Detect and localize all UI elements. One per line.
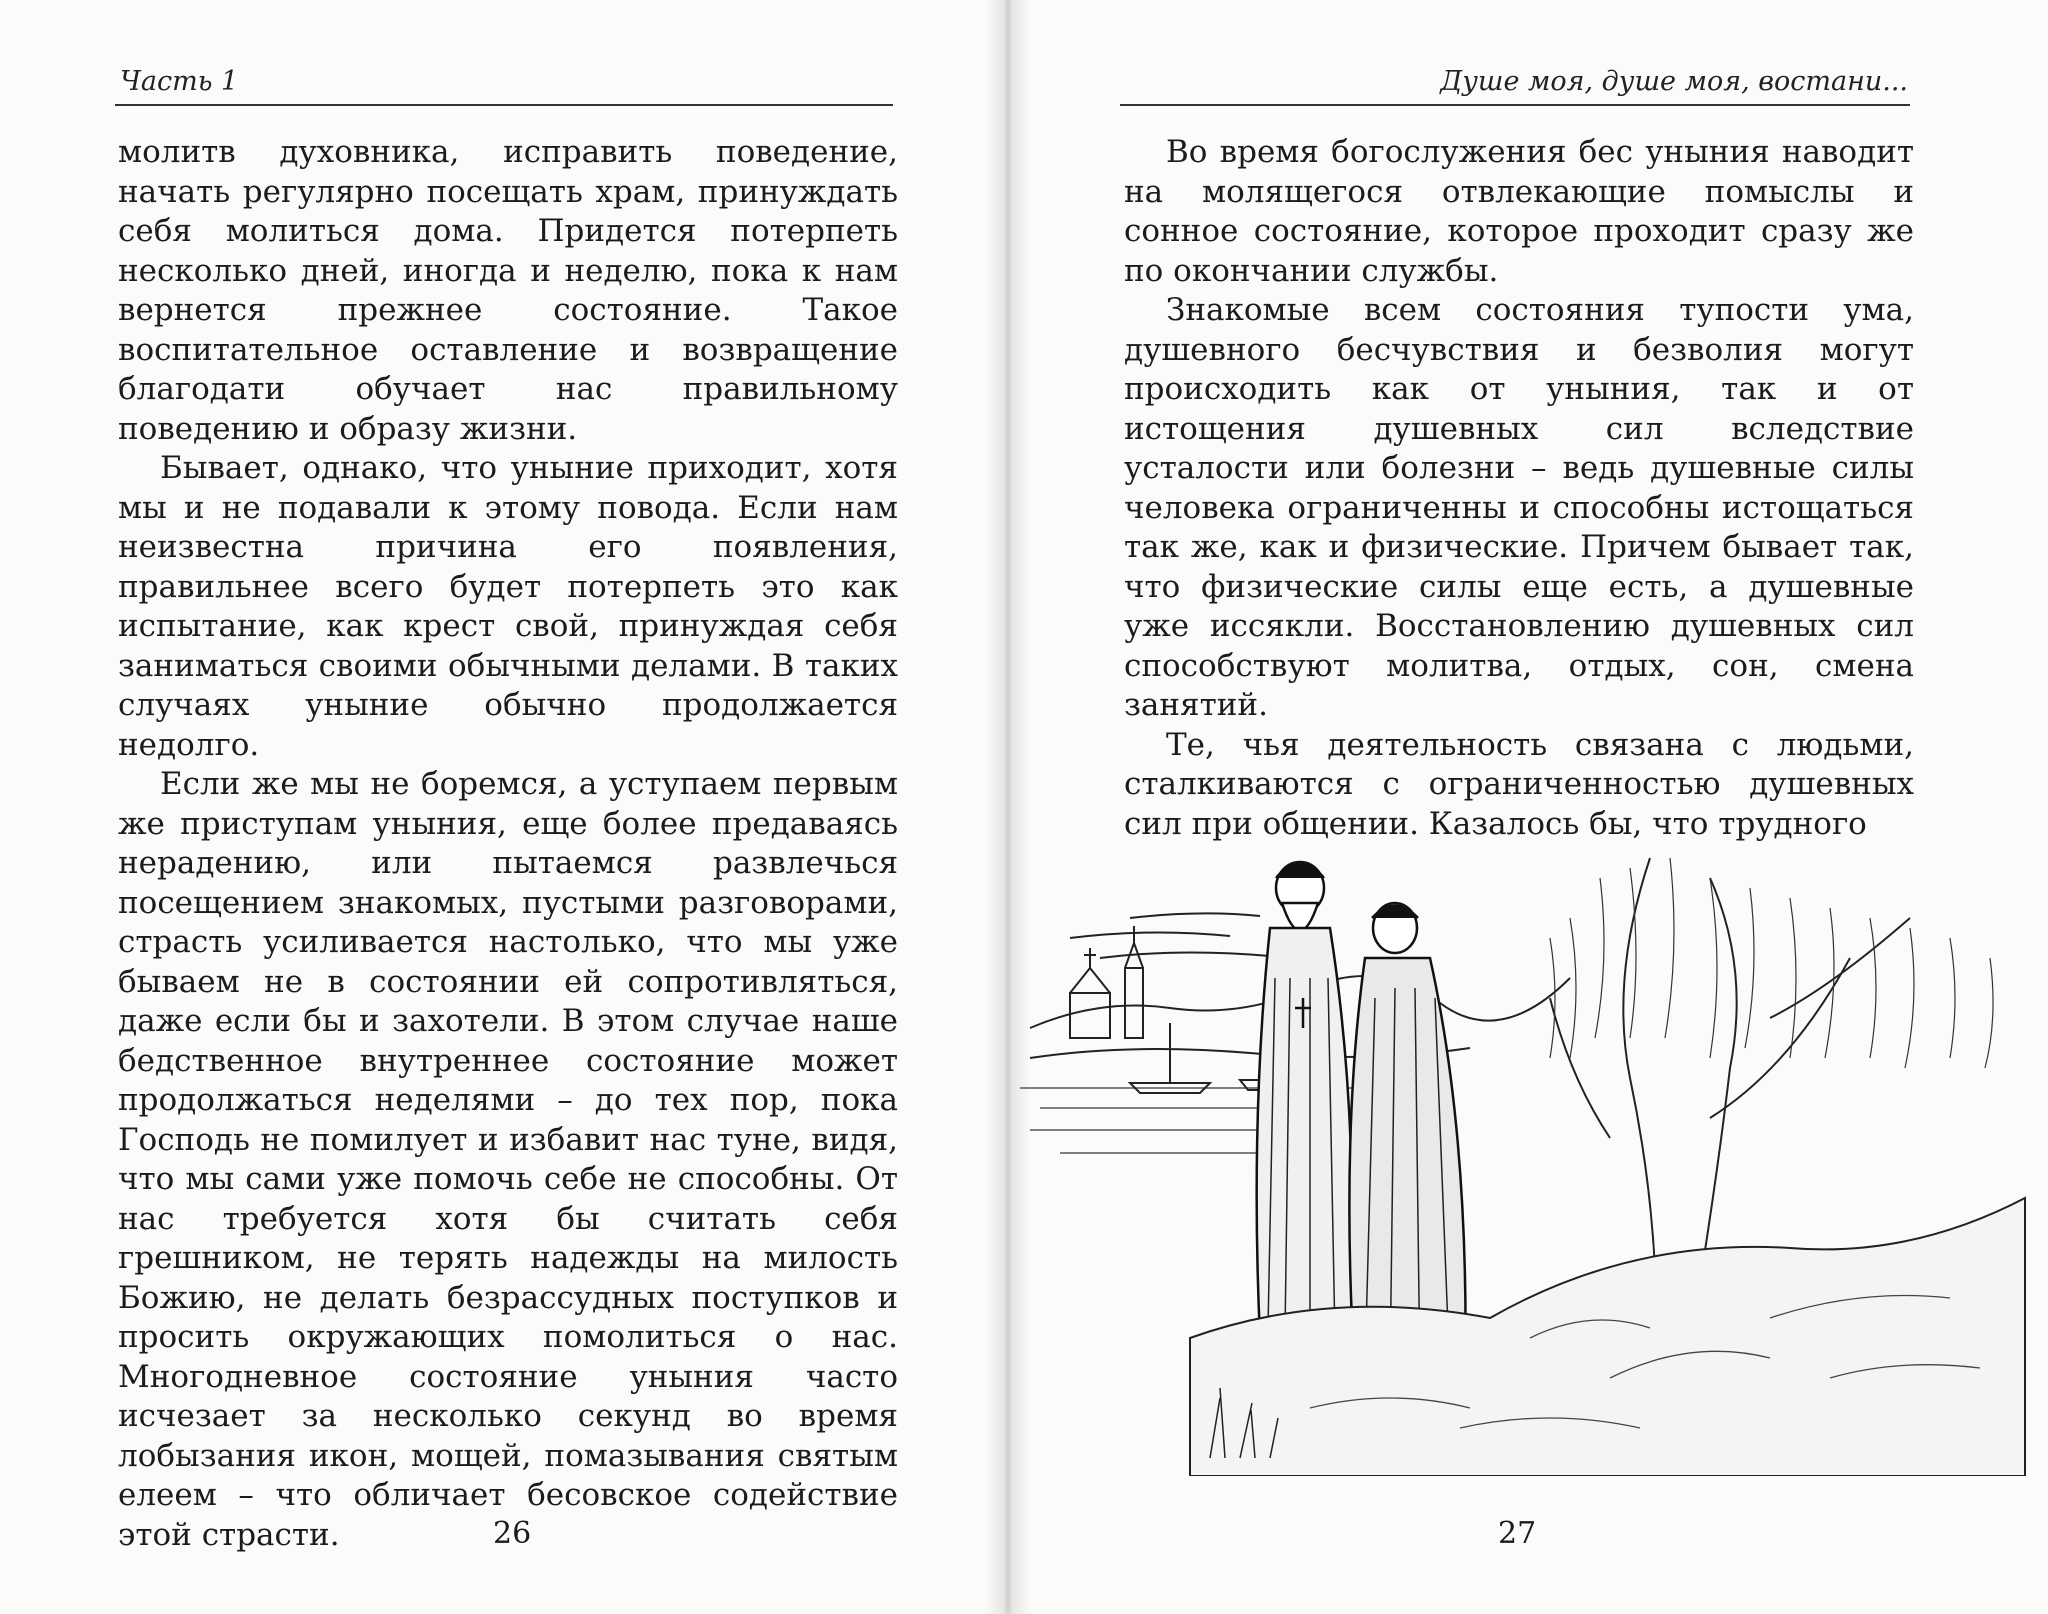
illustration-two-monks-by-river [1010, 818, 2032, 1476]
left-paragraph-2: Бывает, однако, что уныние приходит, хотя мы и не подавали к этому повода. Если нам неизвестна причина его появления, правильнее всего будет потерпеть это как испытание, как крест свой, принуждая себя заниматься своими обычными делами. В таких случаях уныние обычно продолжается недолго. [118, 450, 898, 763]
right-running-header: Душе моя, душе моя, востани... [1440, 66, 1908, 97]
illustration-church [1070, 926, 1143, 1038]
right-paragraph-3: Те, чья деятельность связана с людьми, сталкиваются с ограниченностью душевных сил при общении. Казалось бы, что трудного [1124, 726, 1914, 842]
left-body-text [118, 133, 898, 1555]
left-page-number: 26 [493, 1516, 532, 1551]
left-paragraph-3: Если же мы не боремся, а уступаем первым же приступам уныния, еще более предаваясь нерадению, или пытаемся развлечься посещением знакомых, пустыми разговорами, страсть усиливается настолько, что мы уже бываем не в состоянии ей сопротивляться, даже если бы и захотели. В этом случае наше бедственное внутреннее состояние может продолжаться неделями – до тех пор, пока Господь не помилует и избавит нас туне, видя, что мы сами уже помочь себе не способны. От нас требуется хотя бы считать себя грешником, не терять надежды на милость Божию, не делать безрассудных поступков и просить окружающих помолиться о нас. Многодневное состояние уныния часто исчезает за несколько секунд во время лобызания икон, мощей, помазывания святым елеем – что обличает бесовское содействие этой страсти. [118, 766, 898, 1553]
illustration-monk-left [1257, 862, 1353, 1348]
right-paragraph-1: Во время богослужения бес уныния наводит на молящегося отвлекающие помыслы и сонное состояние, которое проходит сразу же по окончании службы. [1124, 134, 1914, 289]
left-page [0, 0, 1008, 1614]
left-running-header: Часть 1 [120, 66, 239, 97]
right-body-text [1124, 133, 1914, 844]
right-paragraph-2: Знакомые всем состояния тупости ума, душевного бесчувствия и безволия могут происходить как от уныния, так и от истощения душевных сил вследствие усталости или болезни – ведь душевные силы человека ограниченны и способны истощаться так же, как и физические. Причем бывает так, что физические силы еще есть, а душевные уже иссякли. Восстановлению душевных сил способствуют молитва, отдых, сон, смена занятий. [1124, 292, 1914, 723]
right-page-number: 27 [1498, 1516, 1537, 1551]
right-header-rule [1120, 104, 1910, 106]
left-paragraph-1: молитв духовника, исправить поведение, начать регулярно посещать храм, принуждать себя молиться дома. Придется потерпеть несколько дней, иногда и неделю, пока к нам вернется прежнее состояние. Такое воспитательное оставление и возвращение благодати обучает нас правильному поведению и образу жизни. [118, 134, 898, 447]
left-header-rule [115, 104, 893, 106]
